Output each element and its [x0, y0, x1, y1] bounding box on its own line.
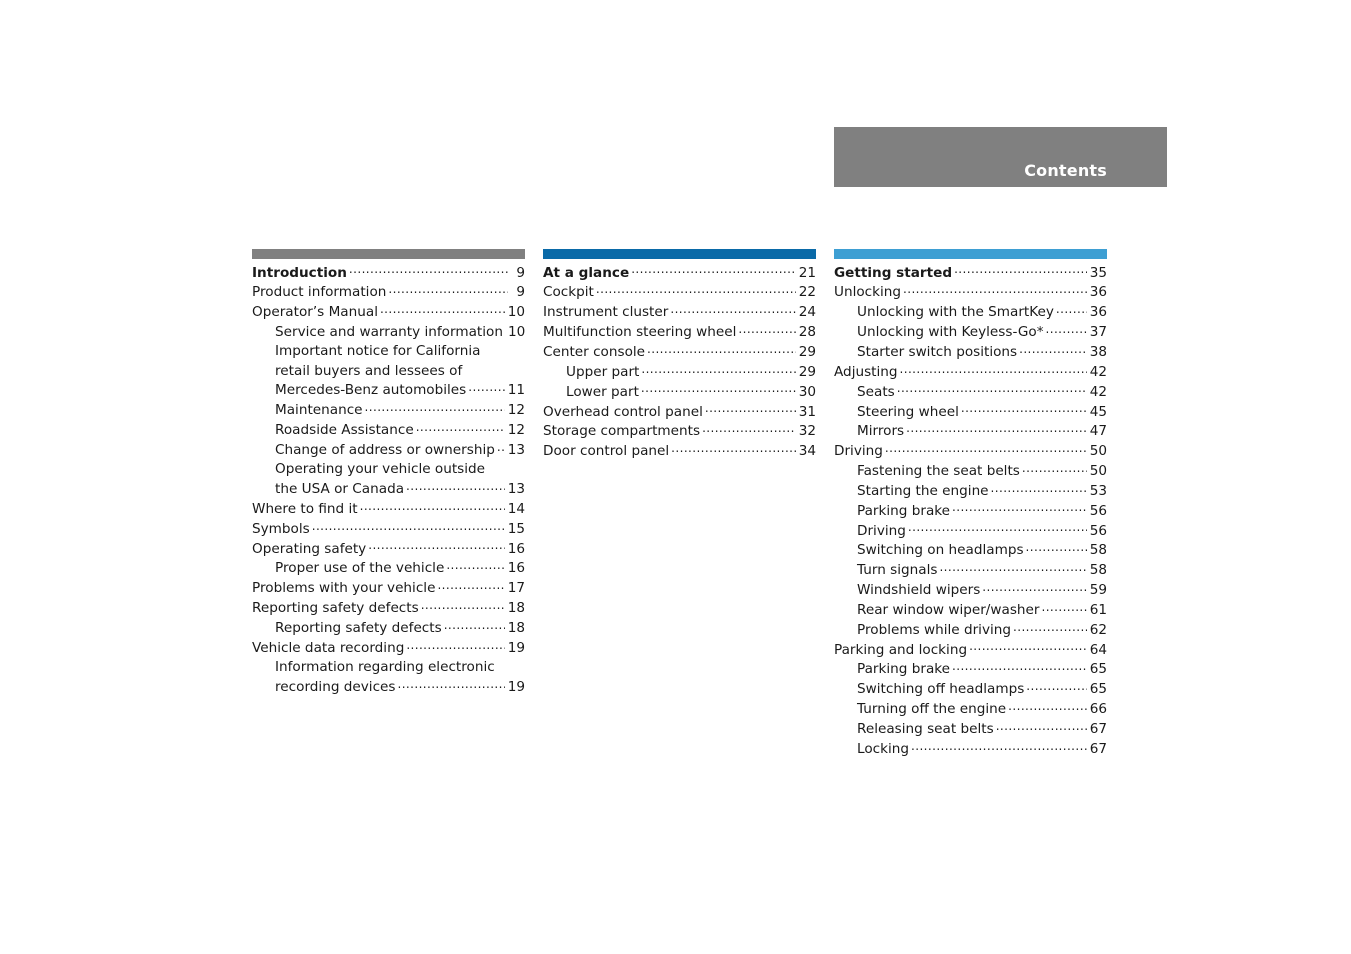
toc-entry-line — [834, 362, 1107, 382]
toc-entry-title: Upper part — [566, 363, 640, 380]
toc-entry-title: Locking — [857, 740, 910, 757]
toc-entry-page-number: 10 — [507, 304, 525, 321]
dot-leader — [670, 303, 795, 317]
toc-entry-line — [857, 620, 1107, 640]
toc-entry-title: Reporting safety defects — [252, 600, 419, 617]
toc-entry-line — [857, 581, 1107, 601]
toc-entry[interactable] — [834, 402, 1107, 422]
dot-leader — [406, 638, 504, 652]
toc-entry-line — [252, 263, 525, 283]
toc-entry[interactable] — [834, 581, 1107, 601]
toc-entry-title: Fastening the seat belts — [857, 463, 1020, 480]
toc-entry-page-number: 65 — [1089, 681, 1107, 698]
toc-entry-page-number: 22 — [798, 284, 816, 301]
toc-entry-title: Symbols — [252, 520, 310, 537]
toc-entry-line — [857, 303, 1107, 323]
toc-entry[interactable] — [543, 303, 816, 323]
toc-entry-page-number: 58 — [1089, 562, 1107, 579]
toc-entry-title: Turning off the engine — [857, 701, 1007, 718]
toc-entry[interactable] — [834, 303, 1107, 323]
toc-entry[interactable] — [834, 283, 1107, 303]
toc-entry-line — [543, 263, 816, 283]
toc-entry[interactable] — [834, 739, 1107, 759]
dot-leader — [939, 561, 1086, 575]
toc-entry-title: Parking brake — [857, 661, 951, 678]
toc-entry-title: Operator’s Manual — [252, 304, 378, 321]
dot-leader — [908, 521, 1087, 535]
toc-entry[interactable] — [834, 422, 1107, 442]
toc-entry-title: Turn signals — [857, 562, 938, 579]
toc-entry-line — [252, 519, 525, 539]
toc-entry-line — [857, 521, 1107, 541]
toc-entry-page-number: 18 — [507, 600, 525, 617]
dot-leader — [1046, 323, 1087, 337]
toc-entry-line — [857, 501, 1107, 521]
toc-entry[interactable] — [252, 599, 525, 619]
toc-entry-title: Releasing seat belts — [857, 721, 994, 737]
toc-entry-title: Adjusting — [834, 363, 898, 380]
toc-entry-line — [857, 719, 1107, 739]
toc-entry[interactable] — [252, 499, 525, 519]
toc-list — [252, 263, 525, 697]
toc-entry-page-number: 19 — [507, 678, 525, 695]
toc-entry[interactable] — [252, 559, 525, 579]
toc-entry-line — [857, 561, 1107, 581]
section-bar-dark-blue — [543, 249, 816, 259]
toc-entry-title: Starter switch positions — [857, 343, 1018, 360]
toc-entry-line — [275, 381, 525, 401]
toc-entry-page-number: 24 — [798, 304, 816, 321]
dot-leader — [641, 362, 795, 376]
toc-entry-page-number: 30 — [798, 383, 816, 400]
toc-entry-title: Roadside Assistance — [275, 422, 414, 439]
dot-leader — [468, 381, 504, 395]
toc-entry-page-number: 67 — [1089, 721, 1107, 737]
dot-leader — [911, 739, 1087, 753]
dot-leader — [446, 559, 504, 573]
toc-entry[interactable] — [543, 402, 816, 422]
toc-entry-line — [252, 579, 525, 599]
dot-leader — [982, 581, 1086, 595]
toc-entry-line — [857, 600, 1107, 620]
dot-leader — [1026, 541, 1087, 555]
toc-entry[interactable] — [834, 561, 1107, 581]
toc-entry[interactable] — [834, 620, 1107, 640]
toc-entry-title: Door control panel — [543, 443, 670, 460]
toc-entry-page-number: 9 — [516, 284, 525, 301]
toc-entry-page-number: 42 — [1089, 363, 1107, 380]
toc-entry[interactable] — [834, 382, 1107, 402]
toc-entry-page-number: 47 — [1089, 423, 1107, 440]
dot-leader — [380, 303, 505, 317]
toc-entry-page-number: 12 — [507, 402, 525, 419]
toc-entry-title: Reporting safety defects — [275, 620, 442, 636]
toc-entry[interactable] — [834, 700, 1107, 720]
toc-entry-page-number: 36 — [1089, 304, 1107, 321]
toc-entry[interactable] — [543, 342, 816, 362]
toc-entry-line — [543, 402, 816, 422]
toc-entry[interactable] — [252, 283, 525, 303]
toc-entry-line — [857, 422, 1107, 442]
toc-entry-page-number: 37 — [1089, 324, 1107, 341]
dot-leader — [631, 263, 796, 277]
toc-entry[interactable] — [252, 342, 525, 400]
toc-entry-page-number: 14 — [507, 500, 525, 517]
dot-leader — [647, 342, 796, 356]
dot-leader — [497, 440, 505, 454]
toc-entry-line — [252, 283, 525, 303]
toc-entry-title: Change of address or ownership — [275, 442, 495, 458]
toc-entry-line — [834, 263, 1107, 283]
toc-entry-page-number: 50 — [1089, 463, 1107, 480]
toc-entry-title: Rear window wiper/washer — [857, 601, 1040, 618]
toc-entry-page-number: 31 — [798, 403, 816, 420]
dot-leader — [897, 382, 1087, 396]
dot-leader — [641, 382, 796, 396]
dot-leader — [996, 719, 1087, 733]
toc-entry[interactable] — [543, 283, 816, 303]
toc-entry-title: Parking brake — [857, 502, 951, 519]
toc-entry-line — [543, 342, 816, 362]
toc-column-at-a-glance — [543, 249, 816, 461]
toc-entry-title: recording devices — [275, 678, 396, 695]
toc-entry-line — [275, 323, 525, 343]
dot-leader — [437, 579, 504, 593]
toc-entry-line — [252, 303, 525, 323]
toc-entry[interactable] — [834, 719, 1107, 739]
toc-list — [543, 263, 816, 461]
toc-entry-title-line: retail buyers and lessees of — [275, 362, 463, 379]
toc-entry-line — [857, 739, 1107, 759]
toc-entry-page-number: 61 — [1089, 601, 1107, 618]
toc-entry-title: Overhead control panel — [543, 403, 703, 420]
toc-entry-page-number: 58 — [1089, 542, 1107, 559]
dot-leader — [1056, 303, 1087, 317]
toc-entry[interactable] — [834, 323, 1107, 343]
toc-entry-line — [543, 303, 816, 323]
toc-entry[interactable] — [252, 618, 525, 638]
dot-leader — [954, 263, 1087, 277]
toc-entry-line — [252, 499, 525, 519]
toc-entry-title: the USA or Canada — [275, 481, 405, 498]
dot-leader — [1042, 600, 1087, 614]
toc-entry-page-number: 16 — [507, 540, 525, 557]
section-bar-gray — [252, 249, 525, 259]
dot-leader — [906, 422, 1087, 436]
toc-entry[interactable] — [834, 521, 1107, 541]
toc-entry-line — [275, 677, 525, 697]
toc-entry[interactable] — [252, 323, 525, 343]
toc-entry[interactable] — [252, 658, 525, 697]
toc-column-getting-started — [834, 249, 1107, 759]
toc-entry-title: Steering wheel — [857, 403, 959, 420]
dot-leader — [969, 640, 1087, 654]
toc-entry-title: Unlocking with Keyless-Go* — [857, 324, 1044, 341]
toc-entry[interactable] — [834, 541, 1107, 561]
dot-leader — [705, 402, 796, 416]
toc-entry-page-number: 38 — [1089, 343, 1107, 360]
toc-entry-line — [834, 640, 1107, 660]
toc-entry-line — [275, 618, 525, 638]
dot-leader — [702, 422, 796, 436]
toc-entry-line — [834, 283, 1107, 303]
toc-entry-line — [857, 382, 1107, 402]
toc-entry[interactable] — [252, 440, 525, 460]
toc-entry-line — [543, 323, 816, 343]
dot-leader — [900, 362, 1087, 376]
toc-entry-page-number: 21 — [798, 264, 816, 281]
contents-header-band — [834, 127, 1167, 187]
toc-entry-title: Where to find it — [252, 500, 358, 517]
toc-entry-line — [275, 401, 525, 421]
toc-entry-line — [275, 421, 525, 441]
toc-list — [834, 263, 1107, 759]
dot-leader — [365, 401, 505, 415]
dot-leader — [368, 539, 504, 553]
dot-leader — [961, 402, 1087, 416]
toc-entry-line — [857, 461, 1107, 481]
toc-entry-title: Driving — [834, 443, 883, 460]
toc-entry-line — [252, 638, 525, 658]
dot-leader — [406, 480, 505, 494]
toc-column-introduction — [252, 249, 525, 697]
toc-entry[interactable] — [252, 303, 525, 323]
toc-entry-line — [543, 422, 816, 442]
dot-leader — [596, 283, 796, 297]
toc-entry[interactable] — [834, 481, 1107, 501]
toc-entry-line — [857, 323, 1107, 343]
dot-leader — [312, 519, 505, 533]
toc-entry-title: Instrument cluster — [543, 304, 669, 321]
toc-entry-line — [857, 402, 1107, 422]
toc-entry[interactable] — [834, 342, 1107, 362]
toc-entry-line — [566, 362, 816, 382]
toc-entry-title: Windshield wipers — [857, 582, 981, 599]
toc-entry-page-number: 67 — [1089, 740, 1107, 757]
toc-entry-title: Parking and locking — [834, 641, 968, 658]
toc-entry-page-number: 12 — [507, 422, 525, 439]
toc-entry-title: Starting the engine — [857, 482, 989, 499]
dot-leader — [416, 421, 505, 435]
toc-entry-title: Mirrors — [857, 423, 905, 440]
toc-entry-title: Product information — [252, 284, 387, 301]
toc-entry-page-number: 32 — [798, 423, 816, 440]
toc-entry-title: Multifunction steering wheel — [543, 324, 737, 341]
toc-entry-line — [275, 559, 525, 579]
dot-leader — [444, 618, 505, 632]
toc-entry-page-number: 16 — [507, 560, 525, 577]
toc-entry-title: Proper use of the vehicle — [275, 560, 445, 577]
toc-entry[interactable] — [834, 600, 1107, 620]
toc-entry[interactable] — [543, 323, 816, 343]
toc-entry-page-number: 45 — [1089, 403, 1107, 420]
toc-entry-title: Switching on headlamps — [857, 542, 1024, 559]
toc-entry-page-number: 56 — [1089, 502, 1107, 519]
toc-entry-title: Maintenance — [275, 402, 363, 419]
toc-entry-line — [857, 541, 1107, 561]
toc-entry-page-number: 36 — [1089, 284, 1107, 301]
toc-entry[interactable] — [252, 519, 525, 539]
toc-entry-page-number: 9 — [516, 264, 525, 281]
toc-entry[interactable] — [834, 640, 1107, 660]
toc-entry-page-number: 13 — [507, 442, 525, 458]
toc-entry-title: Unlocking — [834, 284, 902, 301]
dot-leader — [738, 323, 795, 337]
toc-entry-page-number: 19 — [507, 639, 525, 656]
dot-leader — [421, 599, 505, 613]
toc-entry-line — [857, 660, 1107, 680]
toc-entry[interactable] — [543, 422, 816, 442]
page-title: Contents — [1024, 161, 1107, 180]
toc-entry[interactable] — [252, 460, 525, 499]
toc-entry-title: Getting started — [834, 264, 953, 281]
dot-leader — [360, 499, 505, 513]
toc-entry-page-number: 62 — [1089, 621, 1107, 638]
dot-leader — [1008, 700, 1087, 714]
toc-entry[interactable] — [834, 501, 1107, 521]
toc-entry-line — [857, 342, 1107, 362]
section-bar-light-blue — [834, 249, 1107, 259]
dot-leader — [1019, 342, 1087, 356]
toc-entry-title: Lower part — [566, 383, 639, 400]
dot-leader — [388, 283, 508, 297]
toc-entry-title: Switching off headlamps — [857, 681, 1025, 698]
toc-entry-line — [275, 480, 525, 500]
toc-entry[interactable] — [252, 263, 525, 283]
toc-entry-title-line: Operating your vehicle outside — [275, 461, 486, 478]
toc-entry-line — [543, 442, 816, 462]
toc-entry-line — [834, 442, 1107, 462]
dot-leader — [1026, 680, 1086, 694]
toc-entry[interactable] — [252, 421, 525, 441]
toc-entry-page-number: 42 — [1089, 383, 1107, 400]
toc-entry-page-number: 29 — [798, 343, 816, 360]
toc-entry-line — [566, 382, 816, 402]
toc-entry-page-number: 64 — [1089, 641, 1107, 658]
dot-leader — [671, 442, 796, 456]
toc-entry-page-number: 59 — [1089, 582, 1107, 599]
toc-entry-page-number: 53 — [1089, 482, 1107, 499]
toc-entry-page-number: 66 — [1089, 701, 1107, 718]
toc-entry-title: Service and warranty information — [275, 324, 503, 341]
toc-entry-title: Cockpit — [543, 284, 594, 301]
toc-entry-title: Introduction — [252, 264, 347, 281]
dot-leader — [991, 481, 1087, 495]
toc-entry-page-number: 10 — [507, 324, 526, 341]
toc-entry[interactable] — [834, 263, 1107, 283]
toc-entry-title-line: Important notice for California — [275, 343, 481, 360]
toc-entry-page-number: 18 — [507, 620, 525, 636]
toc-entry[interactable] — [543, 382, 816, 402]
toc-entry-title: At a glance — [543, 264, 630, 281]
dot-leader — [903, 283, 1087, 297]
toc-entry-line — [252, 599, 525, 619]
toc-entry-title: Seats — [857, 383, 895, 400]
toc-entry-title: Center console — [543, 343, 646, 360]
toc-entry[interactable] — [834, 362, 1107, 382]
toc-entry-page-number: 28 — [798, 324, 816, 341]
toc-entry-page-number: 35 — [1089, 264, 1107, 281]
dot-leader — [952, 660, 1087, 674]
toc-entry-title: Driving — [857, 522, 906, 539]
toc-entry-page-number: 29 — [798, 363, 816, 380]
toc-entry[interactable] — [252, 539, 525, 559]
dot-leader — [952, 501, 1087, 515]
toc-entry[interactable] — [834, 660, 1107, 680]
toc-entry[interactable] — [252, 638, 525, 658]
toc-entry-page-number: 50 — [1089, 443, 1107, 460]
toc-entry[interactable] — [543, 362, 816, 382]
toc-entry[interactable] — [834, 442, 1107, 462]
dot-leader — [349, 263, 508, 277]
toc-entry[interactable] — [252, 579, 525, 599]
toc-entry-title: Vehicle data recording — [252, 639, 405, 656]
toc-entry-line — [252, 539, 525, 559]
toc-entry[interactable] — [834, 680, 1107, 700]
toc-entry-title-line: Information regarding electronic — [275, 659, 495, 676]
toc-entry-title: Mercedes-Benz automobiles — [275, 382, 467, 399]
dot-leader — [398, 677, 505, 691]
toc-entry-title: Problems with your vehicle — [252, 580, 436, 597]
toc-entry-line — [857, 680, 1107, 700]
toc-entry-line — [857, 700, 1107, 720]
toc-entry-page-number: 65 — [1089, 661, 1107, 678]
toc-entry-title: Unlocking with the SmartKey — [857, 304, 1054, 321]
toc-entry-page-number: 15 — [507, 520, 525, 537]
dot-leader — [1022, 461, 1087, 475]
toc-entry-line — [543, 283, 816, 303]
toc-entry-title: Problems while driving — [857, 621, 1012, 638]
toc-entry[interactable] — [834, 461, 1107, 481]
toc-entry-page-number: 34 — [798, 443, 816, 460]
toc-entry-title: Operating safety — [252, 540, 367, 557]
toc-entry-page-number: 11 — [507, 382, 525, 399]
toc-entry-line — [857, 481, 1107, 501]
toc-entry[interactable] — [543, 263, 816, 283]
toc-entry-page-number: 17 — [507, 580, 525, 597]
toc-entry-page-number: 13 — [507, 481, 525, 498]
toc-entry-title: Storage compartments — [543, 423, 701, 440]
toc-entry[interactable] — [252, 401, 525, 421]
toc-entry[interactable] — [543, 442, 816, 462]
toc-entry-page-number: 56 — [1089, 522, 1107, 539]
dot-leader — [1013, 620, 1087, 634]
toc-entry-line — [275, 440, 525, 460]
dot-leader — [885, 442, 1087, 456]
